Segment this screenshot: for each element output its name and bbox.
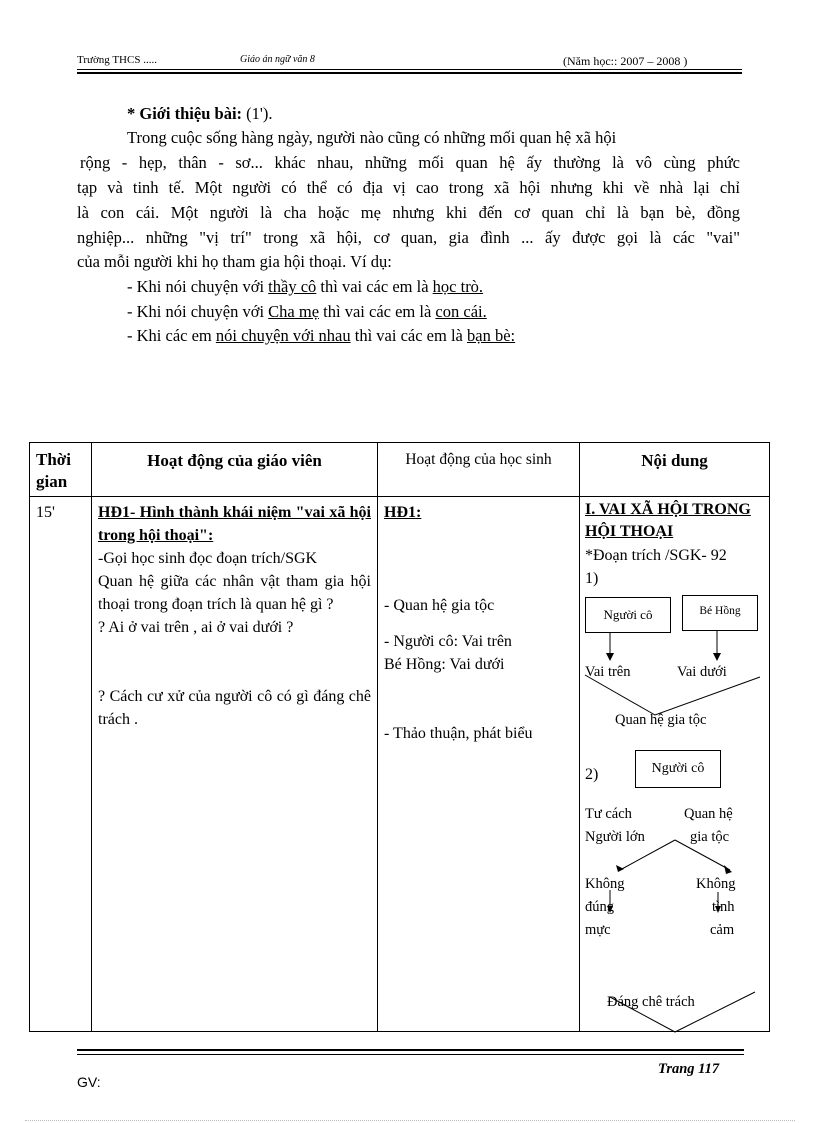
example-2: - Khi nói chuyện với Cha mẹ thì vai các em là con cái. <box>127 302 487 321</box>
header-subject: Giáo án ngữ văn 8 <box>240 54 315 65</box>
cell-student <box>378 497 580 1032</box>
label-cam: cảm <box>710 922 735 938</box>
label-tinh: tình <box>712 899 735 915</box>
footer-rule <box>77 1054 744 1055</box>
intro-line-6: của mỗi người khi họ tham gia hội thoại. Ví dụ: <box>77 252 392 271</box>
student-line-2: - Người cô: Vai trên <box>384 633 512 650</box>
label-muc: mực <box>585 922 611 938</box>
label-gia-toc: gia tộc <box>690 829 730 845</box>
header-content: Nội dung <box>580 443 770 497</box>
teacher-line-2: Quan hệ giữa các nhân vật tham gia hội thoại trong đoạn trích là quan hệ gì ? <box>98 573 371 613</box>
label-dang-che-trach: Đáng chê trách <box>607 994 695 1010</box>
header-student: Hoạt động của học sinh <box>378 443 580 497</box>
example-3: - Khi các em nói chuyện với nhau thì vai các em là bạn bè: <box>127 326 516 345</box>
content-n2: 2) <box>585 766 599 783</box>
example-1: - Khi nói chuyện với thầy cô thì vai các em là học trò. <box>127 277 484 296</box>
label-quan-he-gia-toc: Quan hệ gia tộc <box>615 712 707 728</box>
page-number: Trang 117 <box>658 1061 720 1077</box>
page-bottom-dots <box>25 1120 795 1121</box>
intro-line-3: tạp và tinh tế. Một người có thể có địa vị cao trong xã hội nhưng khi về nhà lại chỉ <box>77 178 740 197</box>
label-khong-1: Không <box>585 876 625 892</box>
teacher-line-3: ? Ai ở vai trên , ai ở vai dưới ? <box>98 619 294 636</box>
footer-teacher: GV: <box>77 1074 101 1090</box>
label-dung: đúng <box>585 899 614 915</box>
content-title: I. VAI XÃ HỘI TRONG HỘI THOẠI <box>585 501 751 540</box>
intro-line-2: rộng - hẹp, thân - sơ... khác nhau, những mối quan hệ ấy thường là vô cùng phức <box>80 153 740 172</box>
label-quan-he: Quan hệ <box>684 806 733 822</box>
header-year: (Năm học:: 2007 – 2008 ) <box>563 54 688 68</box>
box-nguoi-co-1: Người cô <box>585 597 671 633</box>
student-line-1: - Quan hệ gia tộc <box>384 597 495 614</box>
cell-teacher <box>92 497 378 1032</box>
label-vai-tren: Vai trên <box>585 664 631 680</box>
box-be-hong: Bé Hồng <box>682 595 758 631</box>
student-line-3: Bé Hồng: Vai dưới <box>384 656 505 673</box>
label-tu-cach: Tư cách <box>585 806 632 822</box>
label-vai-duoi: Vai dưới <box>677 664 727 680</box>
label-nguoi-lon: Người lớn <box>585 829 645 845</box>
intro-line-4: là con cái. Một người là cha hoặc mẹ nhưng khi đến cơ quan chỉ là bạn bè, đồng <box>77 203 740 222</box>
teacher-line-1: -Gọi học sinh đọc đoạn trích/SGK <box>98 550 318 567</box>
cell-content <box>580 497 770 1032</box>
header-time: Thời gian <box>30 443 92 497</box>
student-line-4: - Thảo thuận, phát biểu <box>384 725 533 742</box>
content-sub: *Đoạn trích /SGK- 92 <box>585 547 727 564</box>
header-rule-thick <box>77 72 742 74</box>
lesson-table <box>29 442 770 1032</box>
teacher-activity-title: HĐ1- Hình thành khái niệm "vai xã hội trong hội thoại": <box>98 504 371 544</box>
intro-heading: * Giới thiệu bài: (1'). <box>127 104 273 123</box>
content-n1: 1) <box>585 570 599 587</box>
cell-time: 15' <box>30 497 92 1032</box>
student-activity-title: HĐ1: <box>384 504 422 521</box>
box-nguoi-co-2: Người cô <box>635 750 721 788</box>
intro-line-5: nghiệp... những "vị trí" trong xã hội, cơ quan, gia đình ... ấy được gọi là các "vai" <box>77 228 740 247</box>
header-teacher: Hoạt động của giáo viên <box>92 443 378 497</box>
label-khong-2: Không <box>696 876 736 892</box>
intro-line-1: Trong cuộc sống hàng ngày, người nào cũng có những mối quan hệ xã hội <box>127 128 617 147</box>
header-school: Trường THCS ..... <box>77 54 157 66</box>
teacher-line-4: ? Cách cư xử của người cô có gì đáng chê trách . <box>98 688 371 728</box>
footer-rule-thick <box>77 1049 744 1051</box>
header-rule <box>77 69 742 70</box>
